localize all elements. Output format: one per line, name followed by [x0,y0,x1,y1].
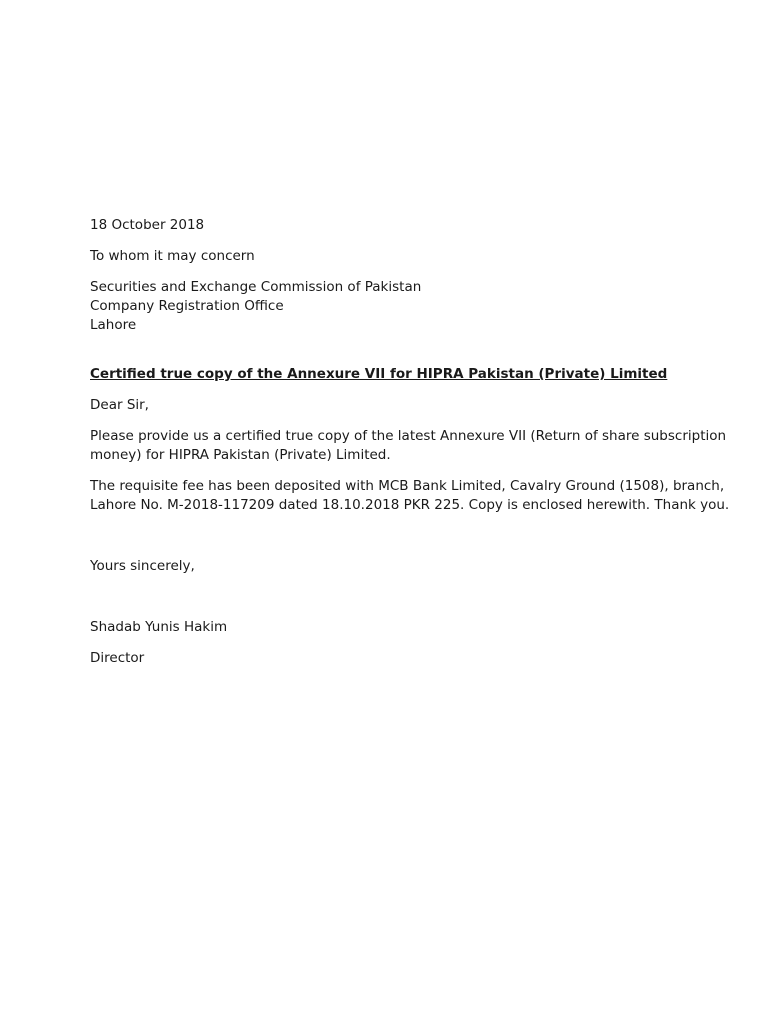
recipient-address [90,278,670,335]
address-line-3: Lahore [90,317,137,333]
recipient-line: To whom it may concern [90,248,255,264]
body-paragraph-1 [90,427,727,465]
letter-body [90,216,730,668]
letter-subject: Certified true copy of the Annexure VII for HIPRA Pakistan (Private) Limited [90,366,668,382]
signatory-name: Shadab Yunis Hakim [90,619,228,635]
paragraph-2-line-1: The requisite fee has been deposited with MCB Bank Limited, Cavalry Ground (1508), branch, [90,478,725,494]
address-line-2: Company Registration Office [90,298,284,314]
paragraph-1-line-2: money) for HIPRA Pakistan (Private) Limited. [90,447,391,463]
paragraph-2-line-2: Lahore No. M-2018-117209 dated 18.10.2018 PKR 225. Copy is enclosed herewith. Thank you. [90,497,730,513]
paragraph-1-line-1: Please provide us a certified true copy of the latest Annexure VII (Return of share subscription [90,428,727,444]
greeting: Dear Sir, [90,397,149,413]
signatory-title: Director [90,650,145,666]
body-paragraph-2 [90,477,730,515]
address-line-1: Securities and Exchange Commission of Pakistan [90,279,422,295]
closing: Yours sincerely, [90,558,195,574]
letter-date: 18 October 2018 [90,217,205,233]
